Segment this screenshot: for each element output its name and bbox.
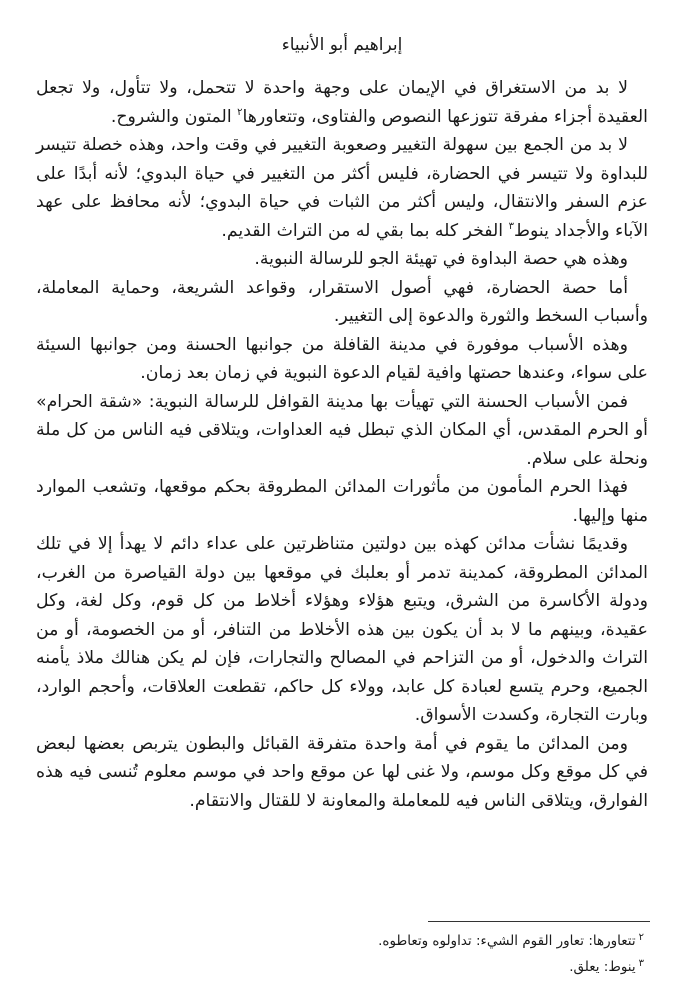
footnote-text: ينوط: يعلق. <box>569 959 636 975</box>
footnote-ref-2[interactable]: ٢ <box>237 106 243 118</box>
paragraph-6: فمن الأسباب الحسنة التي تهيأت بها مدينة القوافل للرسالة النبوية: «شقة الحرام» أو الحرم المقدس، أي المكان الذي تبطل فيه العداوات، ويتلاقى فيه الناس من كل ملة ونحلة على سلام. <box>36 391 648 469</box>
paragraph-1 <box>36 74 648 131</box>
paragraph-5: وهذه الأسباب موفورة في مدينة القافلة من جوانبها الحسنة ومن جوانبها السيئة على سواء، وعندها حصتها وافية لقيام الدعوة النبوية في زمان بعد زمان. <box>36 334 648 383</box>
paragraph-2-text: لا بد من الجمع بين سهولة التغيير وصعوبة التغيير في وقت واحد، وهذه خصلة تتيسر للبداوة ولا تتيسر في الحضارة، فليس أكثر من التغيير في حياة البدوي؛ لأنه أبدًا على عزم السفر والانتقال، وليس أكثر من الثبات في حياة البدوي؛ لأنه محافظ على عهد الآباء والأجداد ينوط <box>36 135 648 241</box>
footnote-number: ٢ <box>638 931 644 943</box>
footnotes <box>36 928 644 980</box>
paragraph-2 <box>36 131 648 245</box>
paragraph-3: وهذه هي حصة البداوة في تهيئة الجو للرسالة النبوية. <box>254 249 628 269</box>
footnote-3 <box>36 954 644 980</box>
footnote-2 <box>36 928 644 954</box>
footnote-ref-3[interactable]: ٣ <box>508 220 514 232</box>
paragraph-8: وقديمًا نشأت مدائن كهذه بين دولتين متناظرتين على عداء دائم لا يهدأ إلا في تلك المدائن المطروقة، كمدينة تدمر أو بعلبك في موقعها بين دولة القياصرة من الغرب، ودولة الأكاسرة من الشرق، ويتبع هؤلاء وهؤلاء أخلاط من كل قوم، وكل لغة، وكل عقيدة، وبينهم ما لا بد أن يكون بين هذه الأخلاط من التنافر، أو من الخصومة، أو من التراث والدخول، أو من التزاحم في المصالح والتجارات، فإن لم يكن هنالك ملاذ يأمنه الجميع، وحرم يتسع لعبادة كل عابد، وولاء كل حاكم، تقطعت العلاقات، وأحجم الوارد، وبارت التجارة، وكسدت الأسواق. <box>36 534 648 725</box>
paragraph-1-text-end: المتون والشروح. <box>110 106 238 127</box>
footnote-number: ٣ <box>638 957 644 969</box>
running-header: إبراهيم أبو الأنبياء <box>281 35 403 55</box>
footnote-divider <box>428 921 650 922</box>
footnote-text: تتعاورها: تعاور القوم الشيء: تداولوه وتعاطوه. <box>378 933 636 949</box>
paragraph-9: ومن المدائن ما يقوم في أمة واحدة متفرقة القبائل والبطون يتربص بعضها لبعض في كل موقع وكل موسم، ولا غنى لها عن موقع واحد في موسم معلوم تُنسى فيه هذه الفوارق، ويتلاقى الناس فيه للمعاملة والمعاونة لا للقتال والانتقام. <box>36 733 648 811</box>
paragraph-1-text: لا بد من الاستغراق في الإيمان على وجهة واحدة لا تتحمل، ولا تتأول، ولا تجعل العقيدة أجزاء مفرقة تتوزعها النصوص والفتاوى، وتتعاورها <box>36 78 648 127</box>
paragraph-4: أما حصة الحضارة، فهي أصول الاستقرار، وقواعد الشريعة، وحماية المعاملة، وأسباب السخط والثورة والدعوة إلى التغيير. <box>36 277 648 326</box>
paragraph-7: فهذا الحرم المأمون من مأثورات المدائن المطروقة بحكم موقعها، وتشعب الموارد منها وإليها. <box>36 477 648 526</box>
body-text <box>36 74 648 815</box>
paragraph-2-text-end: الفخر كله بما بقي له من التراث القديم. <box>221 220 509 241</box>
